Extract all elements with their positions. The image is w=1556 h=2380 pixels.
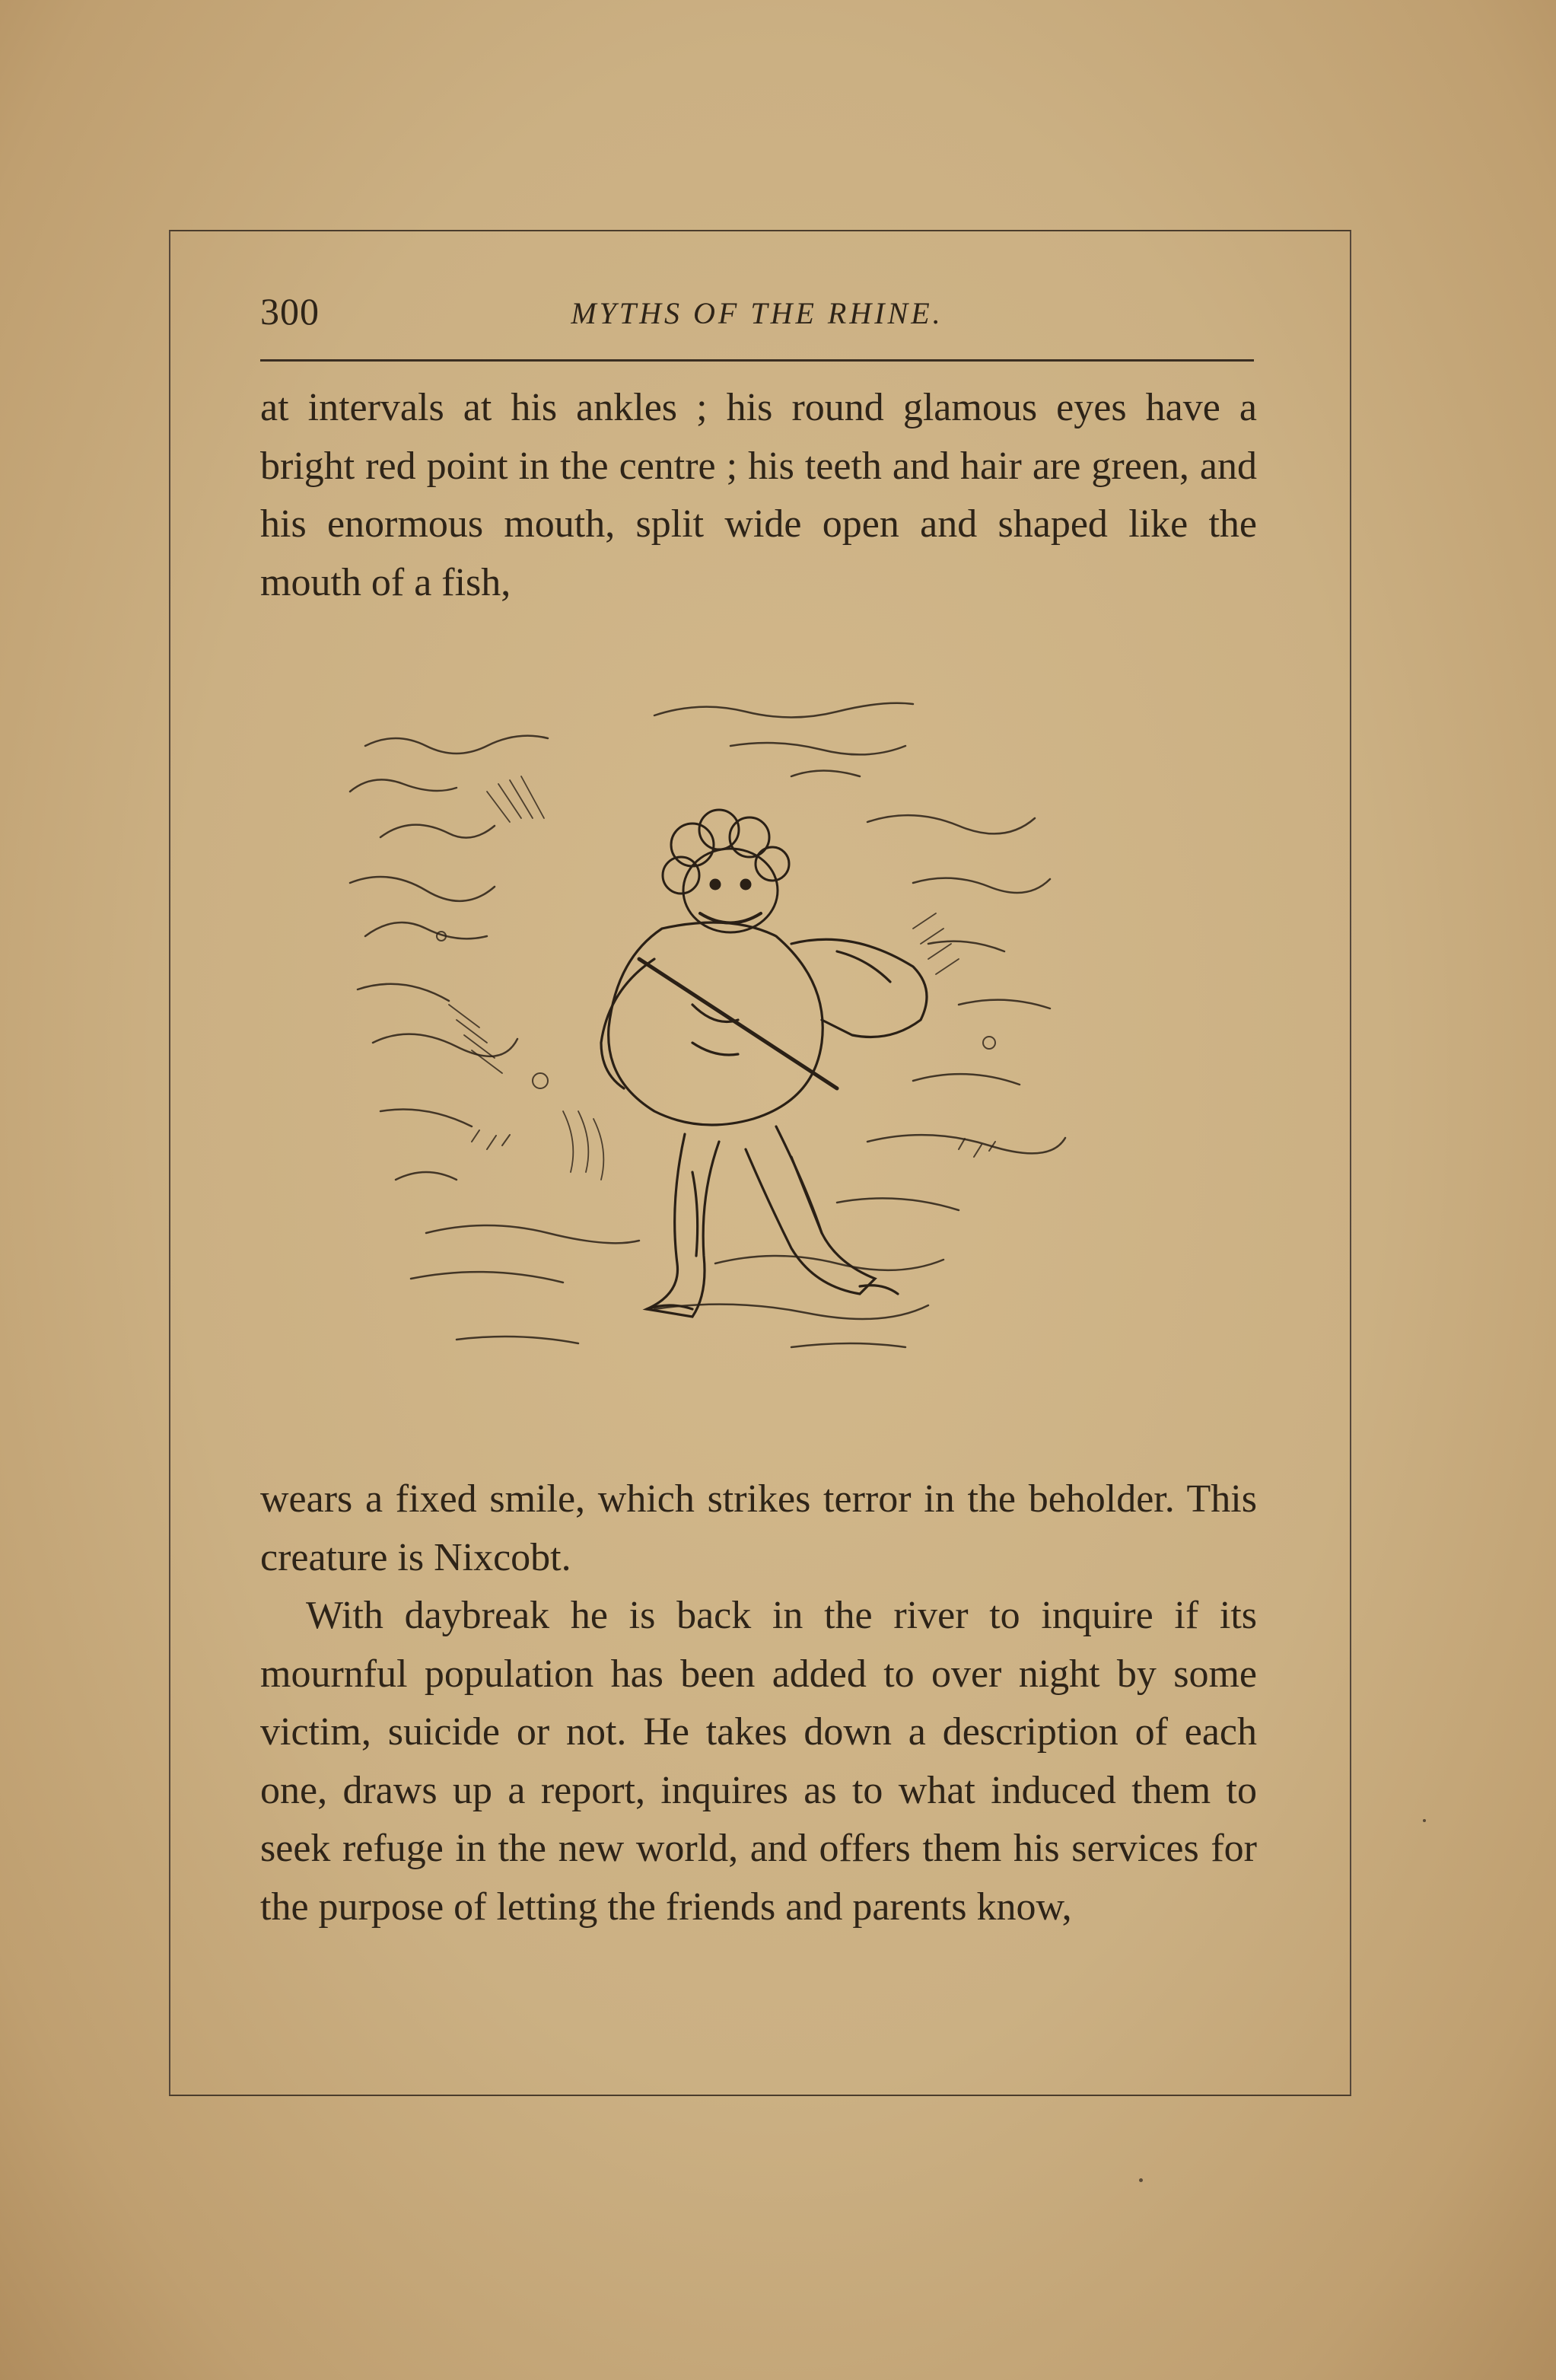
paragraph-continued: at intervals at his ankles ; his round glamous eyes have a bright red point in the centre ; his teeth and hair are green, and his enormous mouth, split wide open and shaped like the mouth of a fish, bbox=[260, 386, 1257, 604]
page-number: 300 bbox=[260, 290, 320, 333]
running-title: MYTHS OF THE RHINE. bbox=[571, 296, 943, 330]
text-block-bottom bbox=[260, 1470, 1257, 1936]
header-rule bbox=[260, 359, 1254, 362]
paper-speck bbox=[1139, 2178, 1143, 2182]
nixcobt-illustration bbox=[335, 685, 1187, 1385]
paragraph-daybreak: With daybreak he is back in the river to inquire if its mournful population has been added to over night by some victim, suicide or not. He takes down a description of each one, draws up a report, inquires as to what induced them to seek refuge in the new world, and offers them his services for the purpose of letting the friends and parents know, bbox=[260, 1594, 1257, 1929]
engraving-drawing bbox=[335, 685, 1187, 1385]
paragraph-ending: wears a fixed smile, which strikes terror in the beholder. This creature is Nixcobt. bbox=[260, 1477, 1257, 1579]
text-block-top bbox=[260, 379, 1257, 612]
paper-speck bbox=[1423, 1819, 1426, 1822]
running-head bbox=[260, 289, 1254, 350]
